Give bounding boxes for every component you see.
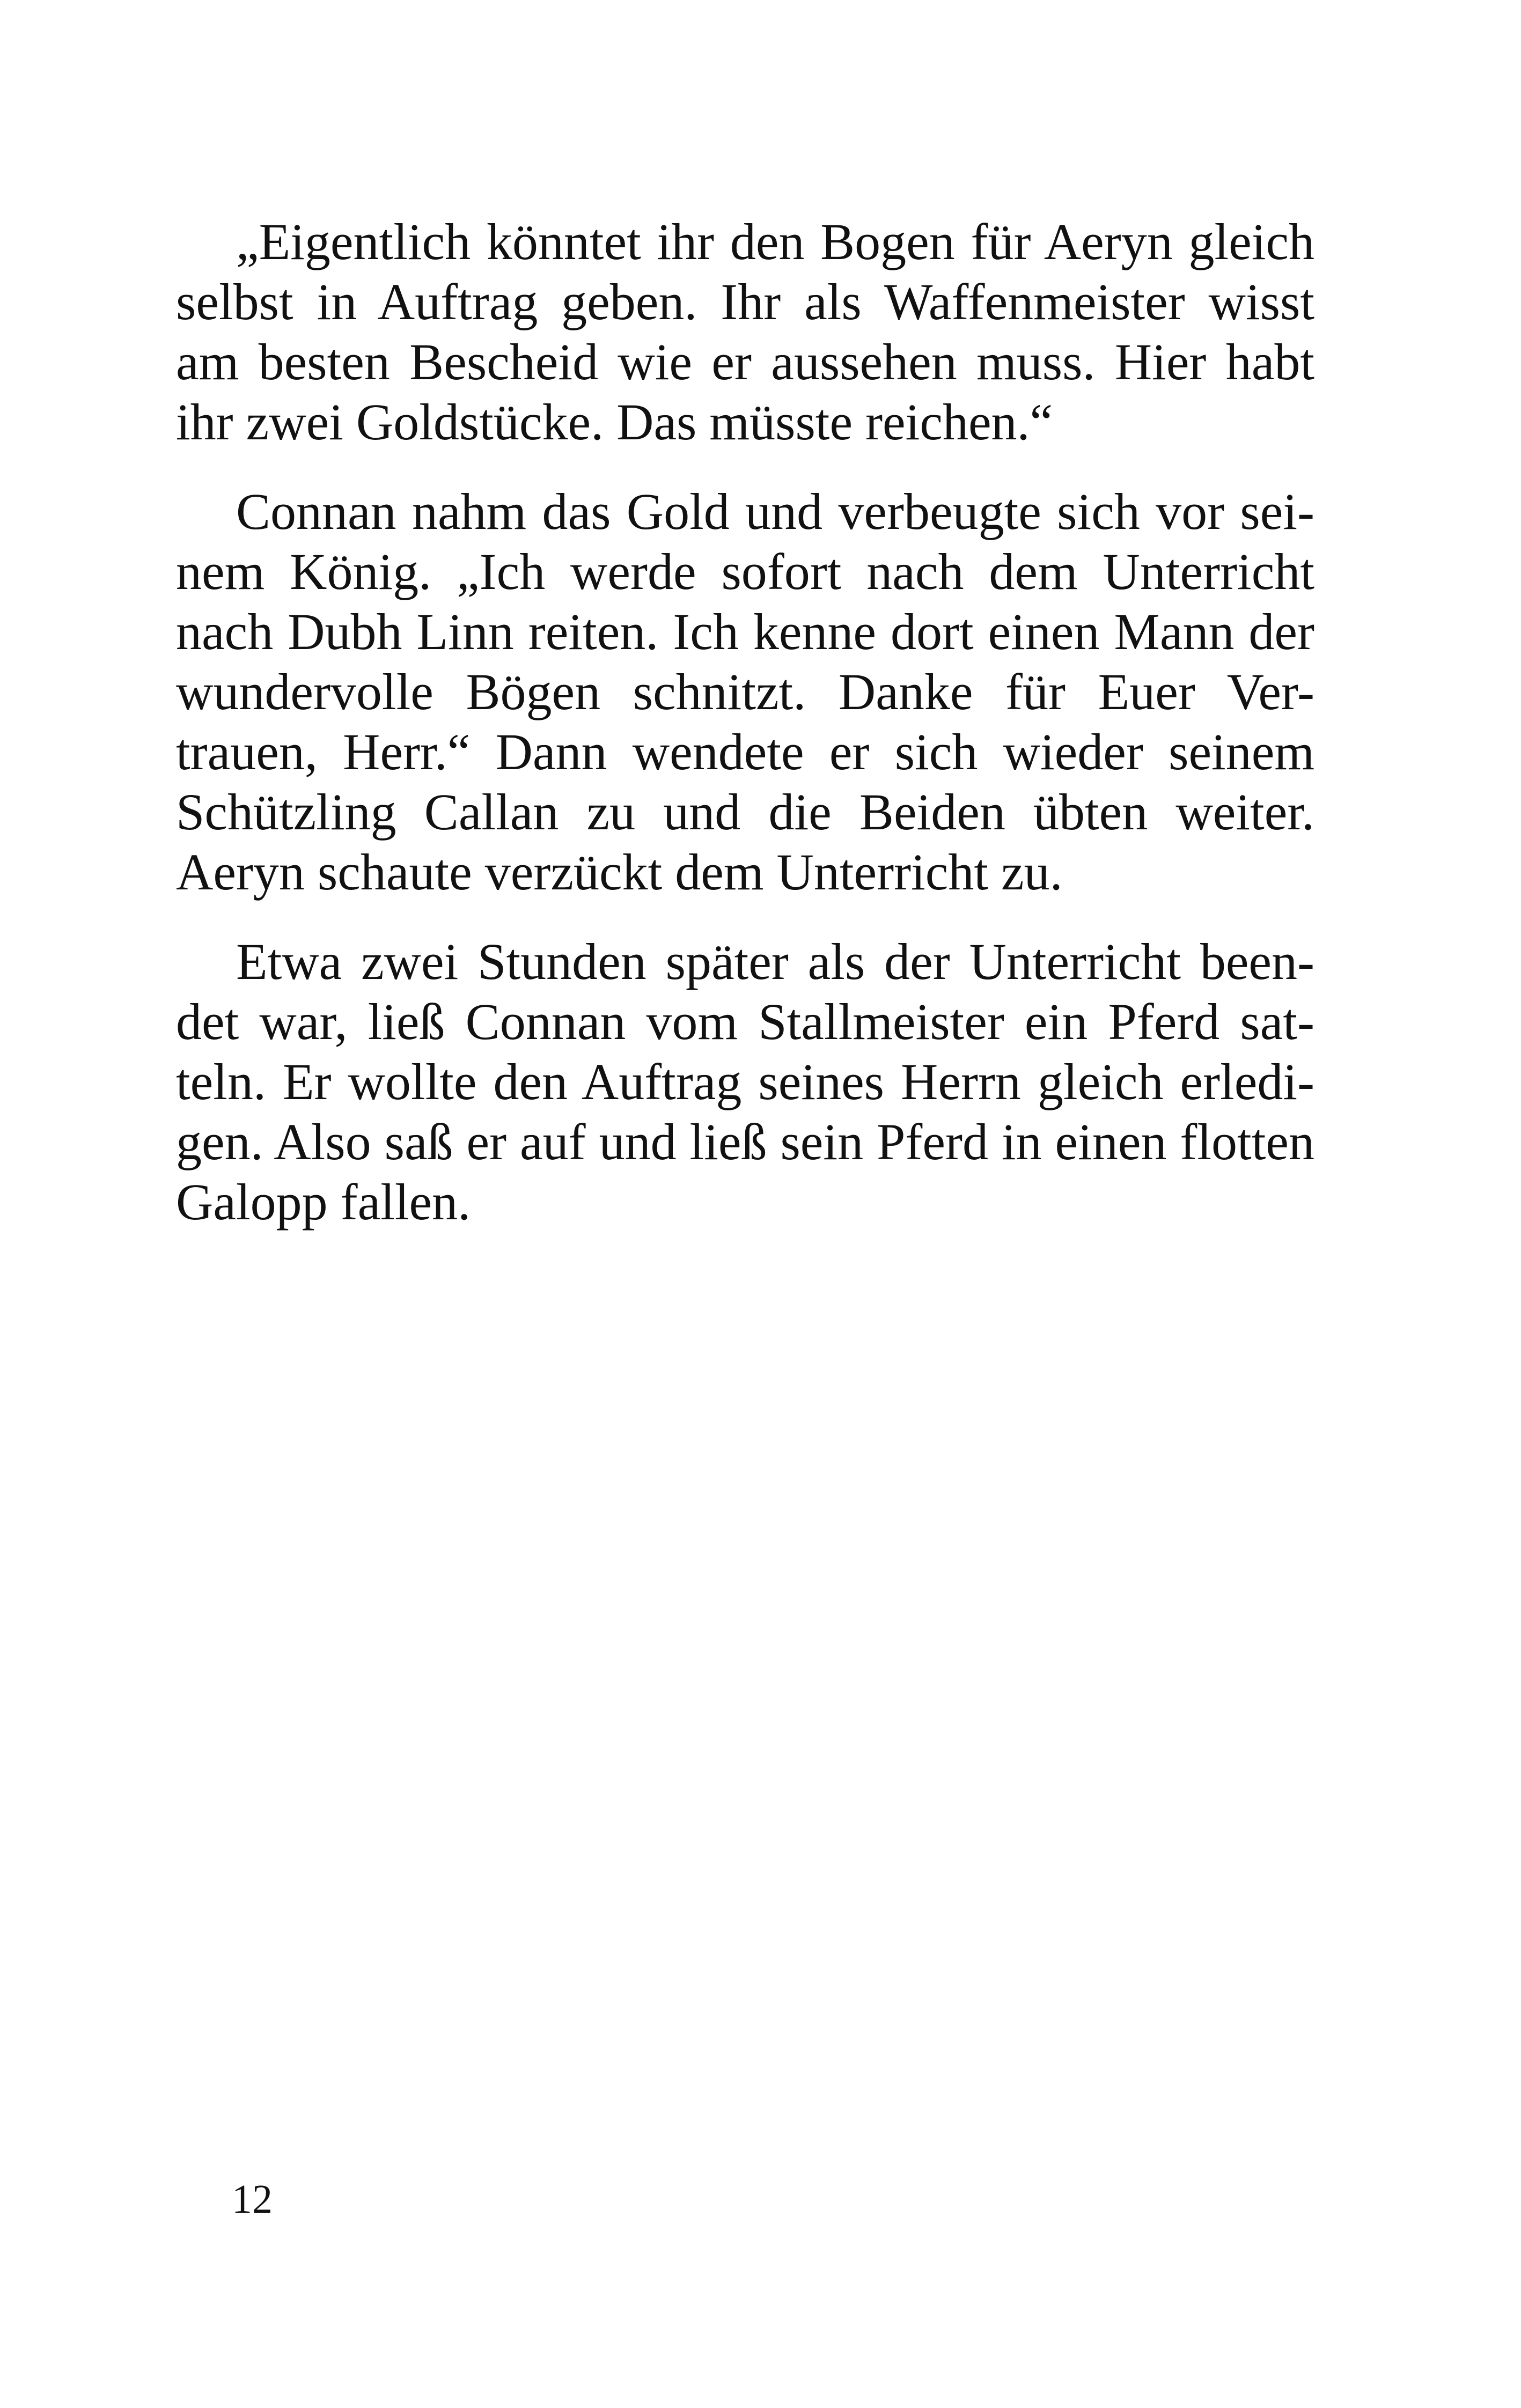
paragraph-3 <box>176 932 1314 1232</box>
text-line: „Eigentlich könntet ihr den Bogen für Aeryn gleich <box>236 213 1314 270</box>
page-number: 12 <box>232 2177 273 2222</box>
paragraph-spacer <box>176 902 1314 932</box>
text-line: Schützling Callan zu und die Beiden übten weiter. <box>176 783 1314 841</box>
text-line: Aeryn schaute verzückt dem Unterricht zu. <box>176 843 1063 901</box>
text-line: Galopp fallen. <box>176 1173 471 1231</box>
text-line: nem König. „Ich werde sofort nach dem Unterricht <box>176 543 1314 600</box>
text-line: wundervolle Bögen schnitzt. Danke für Euer Ver- <box>176 663 1314 720</box>
text-line: det war, ließ Connan vom Stallmeister ein Pferd sat- <box>176 993 1314 1050</box>
text-line: gen. Also saß er auf und ließ sein Pferd in einen flotten <box>176 1113 1314 1170</box>
paragraph-spacer <box>176 452 1314 482</box>
body-text <box>176 212 1314 1232</box>
paragraph-1 <box>176 212 1314 452</box>
text-line: selbst in Auftrag geben. Ihr als Waffenmeister wisst <box>176 273 1314 330</box>
text-line: teln. Er wollte den Auftrag seines Herrn gleich erledi- <box>176 1053 1314 1110</box>
text-line: trauen, Herr.“ Dann wendete er sich wieder seinem <box>176 723 1314 780</box>
text-line: am besten Bescheid wie er aussehen muss. Hier habt <box>176 333 1314 391</box>
text-line: Etwa zwei Stunden später als der Unterricht been- <box>236 933 1314 990</box>
text-line: Connan nahm das Gold und verbeugte sich vor sei- <box>236 483 1314 540</box>
text-line: nach Dubh Linn reiten. Ich kenne dort einen Mann der <box>176 603 1314 660</box>
paragraph-2 <box>176 482 1314 902</box>
text-line: ihr zwei Goldstücke. Das müsste reichen.“ <box>176 393 1053 451</box>
